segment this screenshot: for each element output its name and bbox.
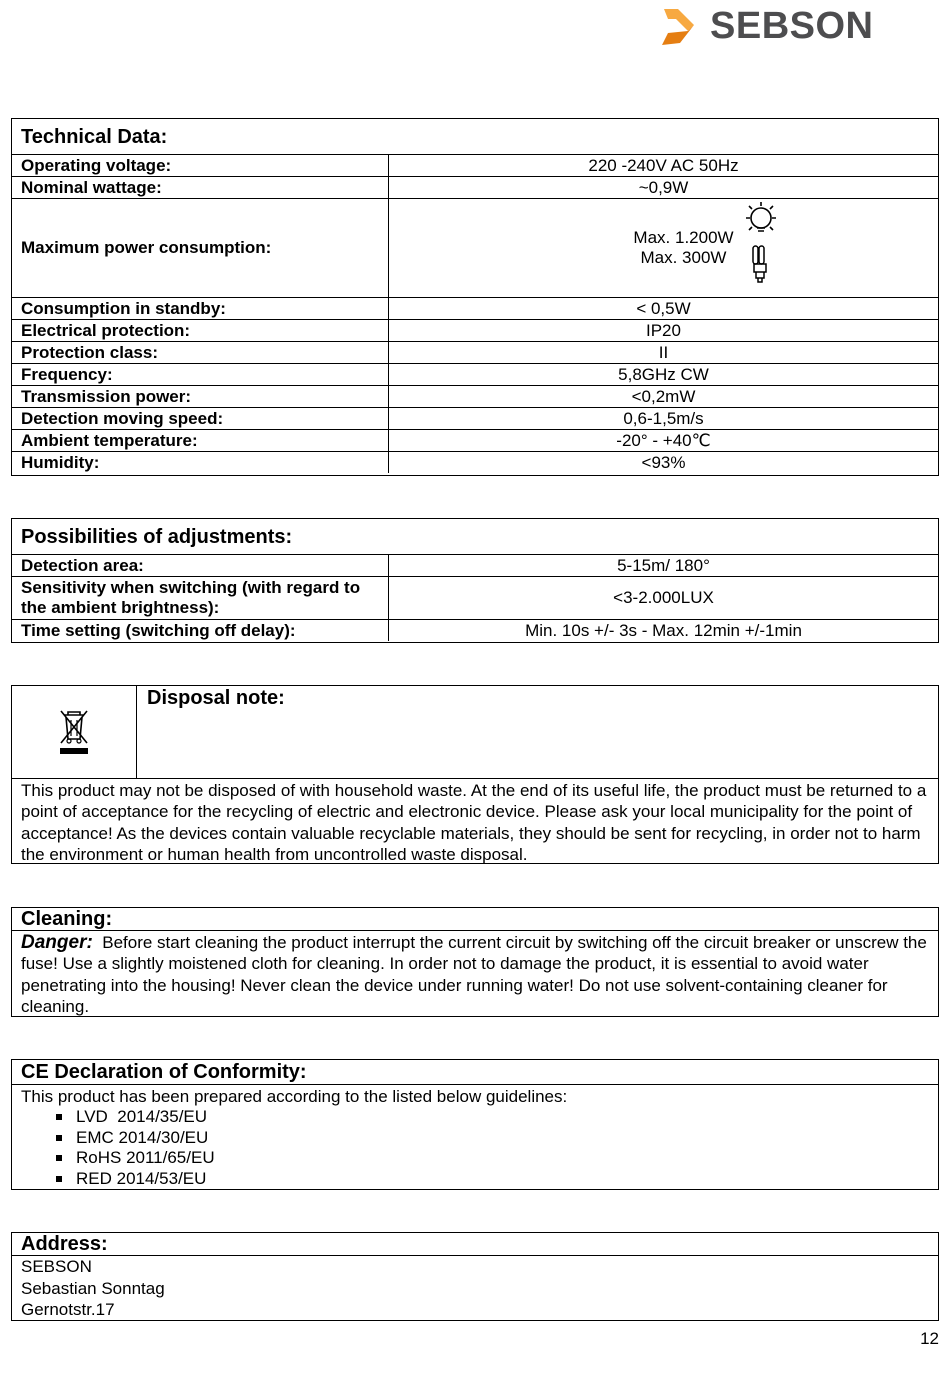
cleaning-title: Cleaning: (12, 908, 938, 931)
address-title: Address: (12, 1233, 938, 1256)
address-line: SEBSON (21, 1257, 92, 1276)
row-value: <93% (389, 452, 939, 474)
row-value: ~0,9W (389, 177, 939, 199)
bulb-icon (741, 200, 781, 242)
row-label: Consumption in standby: (12, 298, 389, 320)
table-row (12, 408, 938, 430)
row-value: II (389, 342, 939, 364)
row-label: Protection class: (12, 342, 389, 364)
table-row (12, 177, 938, 199)
guideline-text: RoHS 2011/65/EU (76, 1148, 215, 1168)
ce-declaration-section (11, 1059, 939, 1190)
adjustments-table (12, 554, 938, 641)
page-number: 12 (920, 1329, 939, 1348)
cleaning-section (11, 907, 939, 1017)
cleaning-paragraph (12, 931, 938, 1018)
row-value: 5,8GHz CW (389, 364, 939, 386)
row-value: IP20 (389, 320, 939, 342)
row-value: Min. 10s +/- 3s - Max. 12min +/-1min (389, 620, 939, 642)
chevron-logo-icon (658, 5, 708, 47)
row-label: Electrical protection: (12, 320, 389, 342)
row-value: < 0,5W (389, 298, 939, 320)
row-label: Frequency: (12, 364, 389, 386)
row-label: Humidity: (12, 452, 389, 474)
disposal-section (11, 685, 939, 864)
table-row (12, 386, 938, 408)
max-power-value-2: Max. 300W (640, 248, 727, 267)
table-row (12, 430, 938, 452)
list-item (56, 1169, 938, 1190)
address-section (11, 1232, 939, 1321)
table-row (12, 342, 938, 364)
table-row (12, 452, 938, 474)
guideline-text: RED 2014/53/EU (76, 1168, 207, 1188)
bullet-icon (56, 1107, 76, 1128)
table-row-max-power (12, 199, 938, 298)
technical-data-table (12, 154, 938, 473)
address-line: Gernotstr.17 (21, 1300, 115, 1319)
guideline-list (12, 1107, 938, 1189)
table-row (12, 298, 938, 320)
row-value: 0,6-1,5m/s (389, 408, 939, 430)
table-row (12, 620, 938, 642)
table-row (12, 577, 938, 620)
row-label: Operating voltage: (12, 155, 389, 177)
disposal-icon-cell (12, 686, 137, 778)
bullet-icon (56, 1148, 76, 1169)
bullet-icon (56, 1128, 76, 1149)
adjustments-title: Possibilities of adjustments: (21, 526, 293, 548)
brand-name: SEBSON (710, 4, 874, 47)
row-label: Transmission power: (12, 386, 389, 408)
technical-data-section (11, 118, 939, 476)
energy-saving-lamp-icon (747, 244, 775, 286)
ce-intro: This product has been prepared according to the listed below guidelines: (21, 1087, 568, 1106)
row-value: 220 -240V AC 50Hz (389, 155, 939, 177)
row-value (389, 199, 939, 298)
table-row (12, 555, 938, 577)
guideline-text: LVD 2014/35/EU (76, 1107, 208, 1126)
sebson-logo (658, 4, 880, 48)
table-row (12, 320, 938, 342)
row-value: <0,2mW (389, 386, 939, 408)
technical-data-title: Technical Data: (21, 126, 168, 148)
row-value: 5-15m/ 180° (389, 555, 939, 577)
row-label: Sensitivity when switching (with regard to the ambient brightness): (12, 577, 389, 620)
disposal-title: Disposal note: (147, 687, 285, 709)
row-label: Time setting (switching off delay): (12, 620, 389, 642)
list-item (56, 1128, 938, 1149)
max-power-value-1: Max. 1.200W (633, 228, 734, 247)
row-label: Maximum power consumption: (12, 199, 389, 298)
row-label: Detection moving speed: (12, 408, 389, 430)
ce-title: CE Declaration of Conformity: (12, 1060, 938, 1085)
row-label: Ambient temperature: (12, 430, 389, 452)
row-value: -20° - +40℃ (389, 430, 939, 452)
bullet-icon (56, 1169, 76, 1190)
list-item (56, 1107, 938, 1128)
address-line: Sebastian Sonntag (21, 1278, 165, 1298)
list-item (56, 1148, 938, 1169)
table-row (12, 364, 938, 386)
danger-label: Danger: (21, 932, 93, 953)
row-value: <3-2.000LUX (389, 577, 939, 620)
row-label: Nominal wattage: (12, 177, 389, 199)
cleaning-text: Before start cleaning the product interrupt the current circuit by switching off the circuit breaker or unscrew the fuse! Use a slightly moistened cloth for cleaning. In order not to damage the product, it is essential to avoid water penetrating into the housing! Never clean the device under running water! Do not use solvent-containing cleaner for cleaning. (21, 933, 927, 1016)
row-label: Detection area: (12, 555, 389, 577)
adjustments-section (11, 518, 939, 643)
crossed-out-bin-icon (57, 707, 91, 757)
guideline-text: EMC 2014/30/EU (76, 1127, 209, 1147)
disposal-text: This product may not be disposed of with household waste. At the end of its useful life, the product must be returned to a point of acceptance for the recycling of electric and electronic device. Please ask your local municipality for the point of acceptance! As the devices contain valuable recyclable materials, they should be sent for recycling, in order not to harm the environment or human health from uncontrolled waste disposal. (21, 781, 927, 864)
table-row (12, 155, 938, 177)
